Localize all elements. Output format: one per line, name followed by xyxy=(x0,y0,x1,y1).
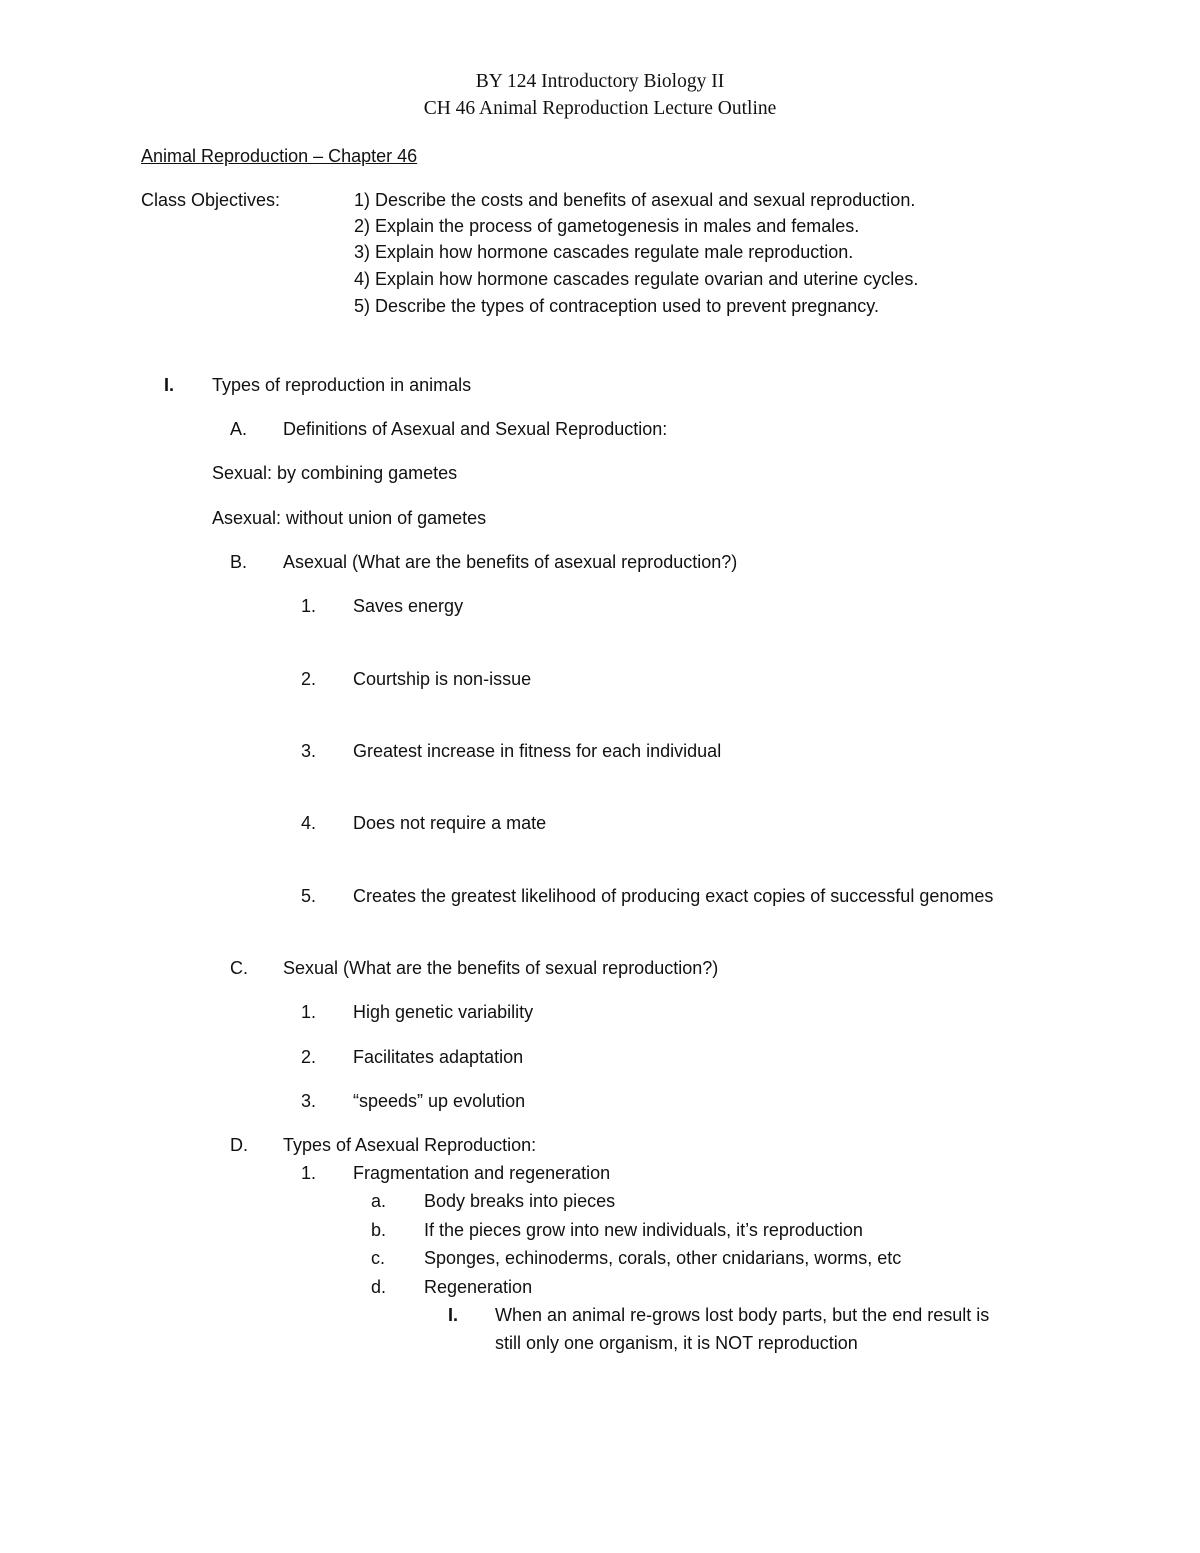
subsection-heading: Types of Asexual Reproduction: xyxy=(283,1135,537,1155)
list-marker: 2. xyxy=(301,1047,317,1067)
sublist-marker: c. xyxy=(371,1248,386,1268)
list-marker: 1. xyxy=(301,1002,317,1022)
sublist-marker: d. xyxy=(371,1277,387,1297)
objective-item: 1) Describe the costs and benefits of asexual and sexual reproduction. xyxy=(354,190,916,210)
subsublist-item-line: still only one organism, it is NOT reproduction xyxy=(495,1333,858,1353)
subsublist-marker: I. xyxy=(448,1305,459,1325)
list-marker: 2. xyxy=(301,669,317,689)
list-marker: 1. xyxy=(301,1163,317,1183)
section-heading: Types of reproduction in animals xyxy=(212,375,472,395)
sublist-marker: b. xyxy=(371,1220,387,1240)
subsection-marker: C. xyxy=(230,958,248,978)
list-marker: 3. xyxy=(301,1091,317,1111)
subsection-heading: Asexual (What are the benefits of asexual reproduction?) xyxy=(283,552,738,572)
list-item: Does not require a mate xyxy=(353,813,547,833)
subsublist-item-line: When an animal re-grows lost body parts, but the end result is xyxy=(495,1305,990,1325)
subsection-heading: Definitions of Asexual and Sexual Reproduction: xyxy=(283,419,668,439)
subsection-heading: Sexual (What are the benefits of sexual reproduction?) xyxy=(283,958,719,978)
course-title: BY 124 Introductory Biology II xyxy=(475,71,725,92)
sublist-item: Sponges, echinoderms, corals, other cnidarians, worms, etc xyxy=(424,1248,902,1268)
sublist-item: Body breaks into pieces xyxy=(424,1191,616,1211)
list-item: Creates the greatest likelihood of producing exact copies of successful genomes xyxy=(353,886,994,906)
definition-asexual: Asexual: without union of gametes xyxy=(212,508,487,528)
list-item: Fragmentation and regeneration xyxy=(353,1163,611,1183)
list-item: High genetic variability xyxy=(353,1002,534,1022)
sublist-item: If the pieces grow into new individuals, it’s reproduction xyxy=(424,1220,863,1240)
objective-item: 5) Describe the types of contraception used to prevent pregnancy. xyxy=(354,296,879,316)
objective-item: 4) Explain how hormone cascades regulate ovarian and uterine cycles. xyxy=(354,269,919,289)
list-marker: 5. xyxy=(301,886,317,906)
sublist-item: Regeneration xyxy=(424,1277,533,1297)
objectives-label: Class Objectives: xyxy=(141,190,281,210)
document-title: CH 46 Animal Reproduction Lecture Outline xyxy=(423,98,777,119)
definition-sexual: Sexual: by combining gametes xyxy=(212,463,458,483)
objective-item: 2) Explain the process of gametogenesis in males and females. xyxy=(354,216,860,236)
objective-item: 3) Explain how hormone cascades regulate male reproduction. xyxy=(354,242,854,262)
subsection-marker: B. xyxy=(230,552,248,572)
list-item: Facilitates adaptation xyxy=(353,1047,524,1067)
section-marker: I. xyxy=(164,375,175,395)
list-marker: 1. xyxy=(301,596,317,616)
list-item: “speeds” up evolution xyxy=(353,1091,526,1111)
subsection-marker: D. xyxy=(230,1135,248,1155)
chapter-heading: Animal Reproduction – Chapter 46 xyxy=(141,146,418,166)
subsection-marker: A. xyxy=(230,419,248,439)
list-marker: 3. xyxy=(301,741,317,761)
list-item: Courtship is non-issue xyxy=(353,669,532,689)
list-item: Greatest increase in fitness for each individual xyxy=(353,741,722,761)
list-marker: 4. xyxy=(301,813,317,833)
sublist-marker: a. xyxy=(371,1191,387,1211)
list-item: Saves energy xyxy=(353,596,464,616)
